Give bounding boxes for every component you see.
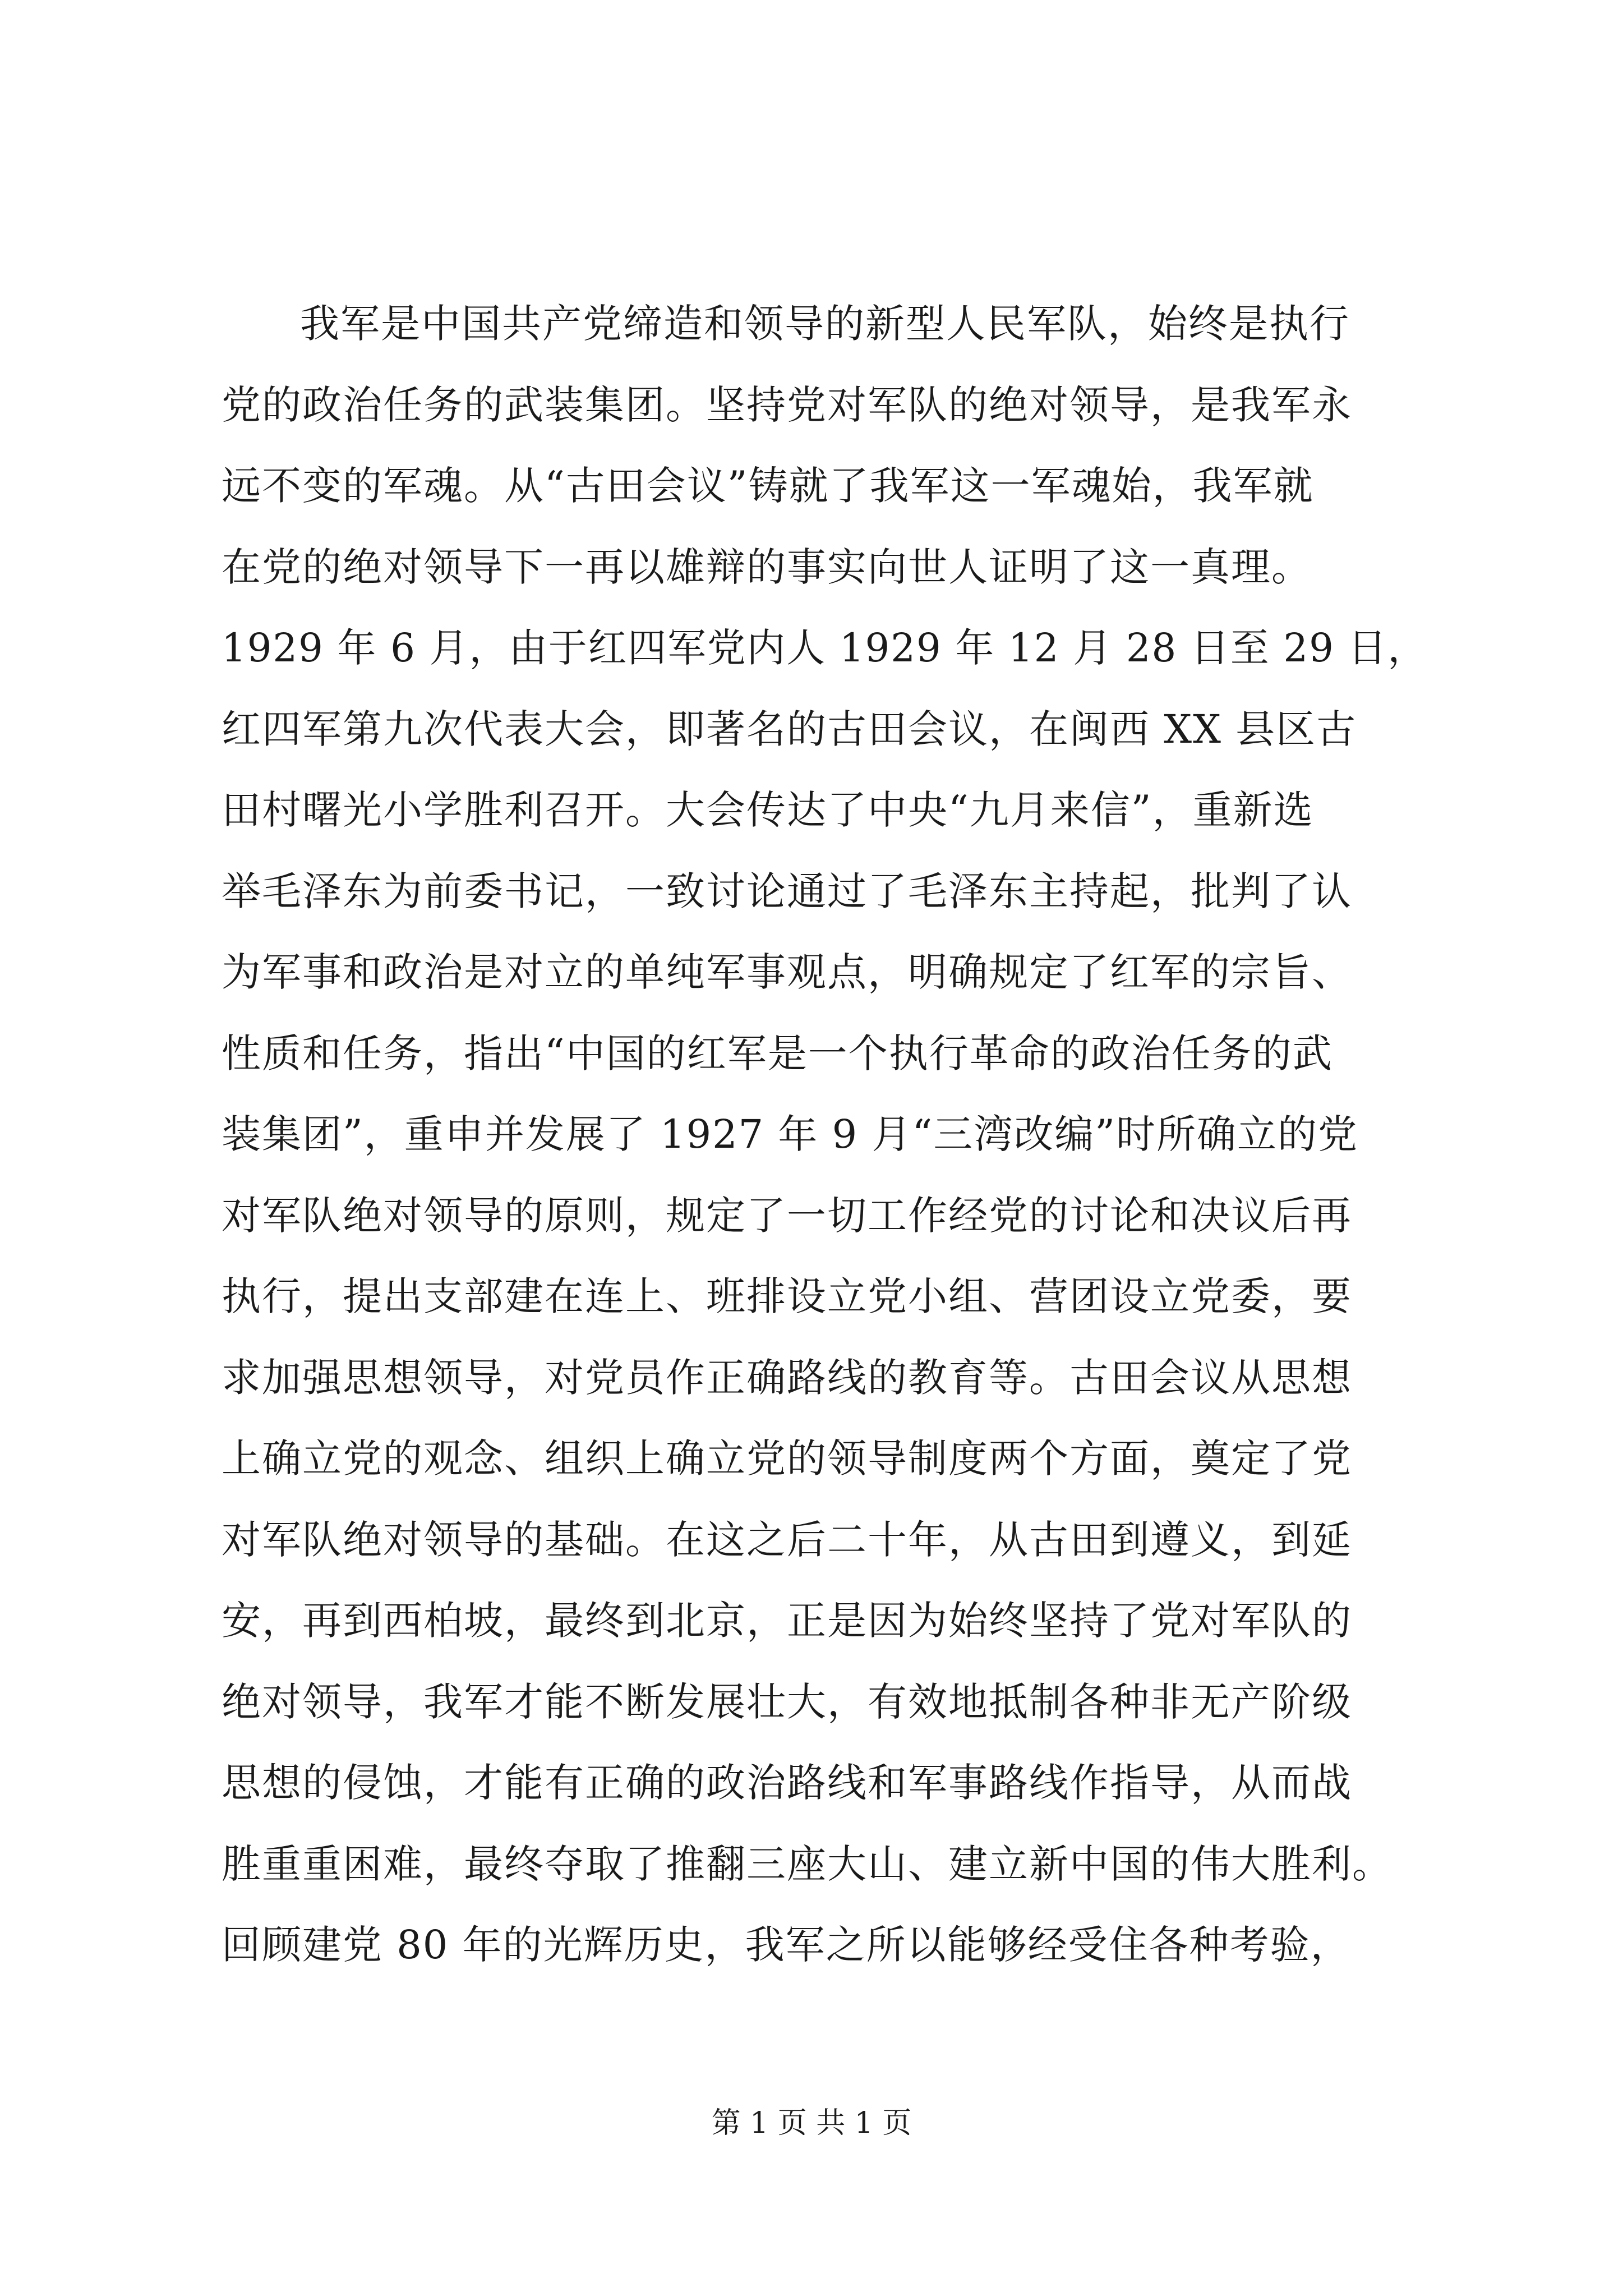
- text-line: 回顾建党 80 年的光辉历史，我军之所以能够经受住各种考验，: [222, 1922, 1351, 1968]
- text-line: 远不变的军魂。从“古田会议”铸就了我军这一军魂始，我军就: [222, 463, 1314, 509]
- page-number-label: 第 1 页 共 1 页: [711, 2106, 912, 2140]
- text-line: 绝对领导，我军才能不断发展壮大，有效地抵制各种非无产阶级: [222, 1678, 1352, 1725]
- text-line: 装集团”，重申并发展了 1927 年 9 月“三湾改编”时所确立的党: [222, 1111, 1359, 1157]
- text-line: 为军事和政治是对立的单纯军事观点，明确规定了红军的宗旨、: [222, 949, 1352, 995]
- text-line: 我军是中国共产党缔造和领导的新型人民军队，始终是执行: [300, 301, 1350, 347]
- text-line: 胜重重困难，最终夺取了推翻三座大山、建立新中国的伟大胜利。: [222, 1841, 1393, 1887]
- text-line: 执行，提出支部建在连上、班排设立党小组、营团设立党委，要: [222, 1273, 1352, 1319]
- text-line: 性质和任务，指出“中国的红军是一个执行革命的政治任务的武: [222, 1030, 1333, 1076]
- text-line: 红四军第九次代表大会，即著名的古田会议，在闽西 XX 县区古: [222, 706, 1357, 752]
- text-line: 田村曙光小学胜利召开。大会传达了中央“九月来信”，重新选: [222, 787, 1314, 833]
- text-line: 上确立党的观念、组织上确立党的领导制度两个方面，奠定了党: [222, 1435, 1352, 1481]
- body-paragraph: [222, 283, 1427, 1986]
- text-line: 1929 年 6 月，由于红四军党内人 1929 年 12 月 28 日至 29 日，: [222, 625, 1428, 671]
- text-line: 求加强思想领导，对党员作正确路线的教育等。古田会议从思想: [222, 1354, 1352, 1401]
- text-line: 党的政治任务的武装集团。坚持党对军队的绝对领导，是我军永: [222, 381, 1352, 428]
- text-line: 在党的绝对领导下一再以雄辩的事实向世人证明了这一真理。: [222, 544, 1312, 590]
- text-line: 举毛泽东为前委书记，一致讨论通过了毛泽东主持起，批判了认: [222, 868, 1352, 914]
- text-line: 安，再到西柏坡，最终到北京，正是因为始终坚持了党对军队的: [222, 1598, 1352, 1644]
- text-line: 对军队绝对领导的基础。在这之后二十年，从古田到遵义，到延: [222, 1516, 1352, 1563]
- text-line: 思想的侵蚀，才能有正确的政治路线和军事路线作指导，从而战: [222, 1760, 1352, 1806]
- text-line: 对军队绝对领导的原则，规定了一切工作经党的讨论和决议后再: [222, 1192, 1352, 1239]
- page-footer: [0, 2104, 1623, 2143]
